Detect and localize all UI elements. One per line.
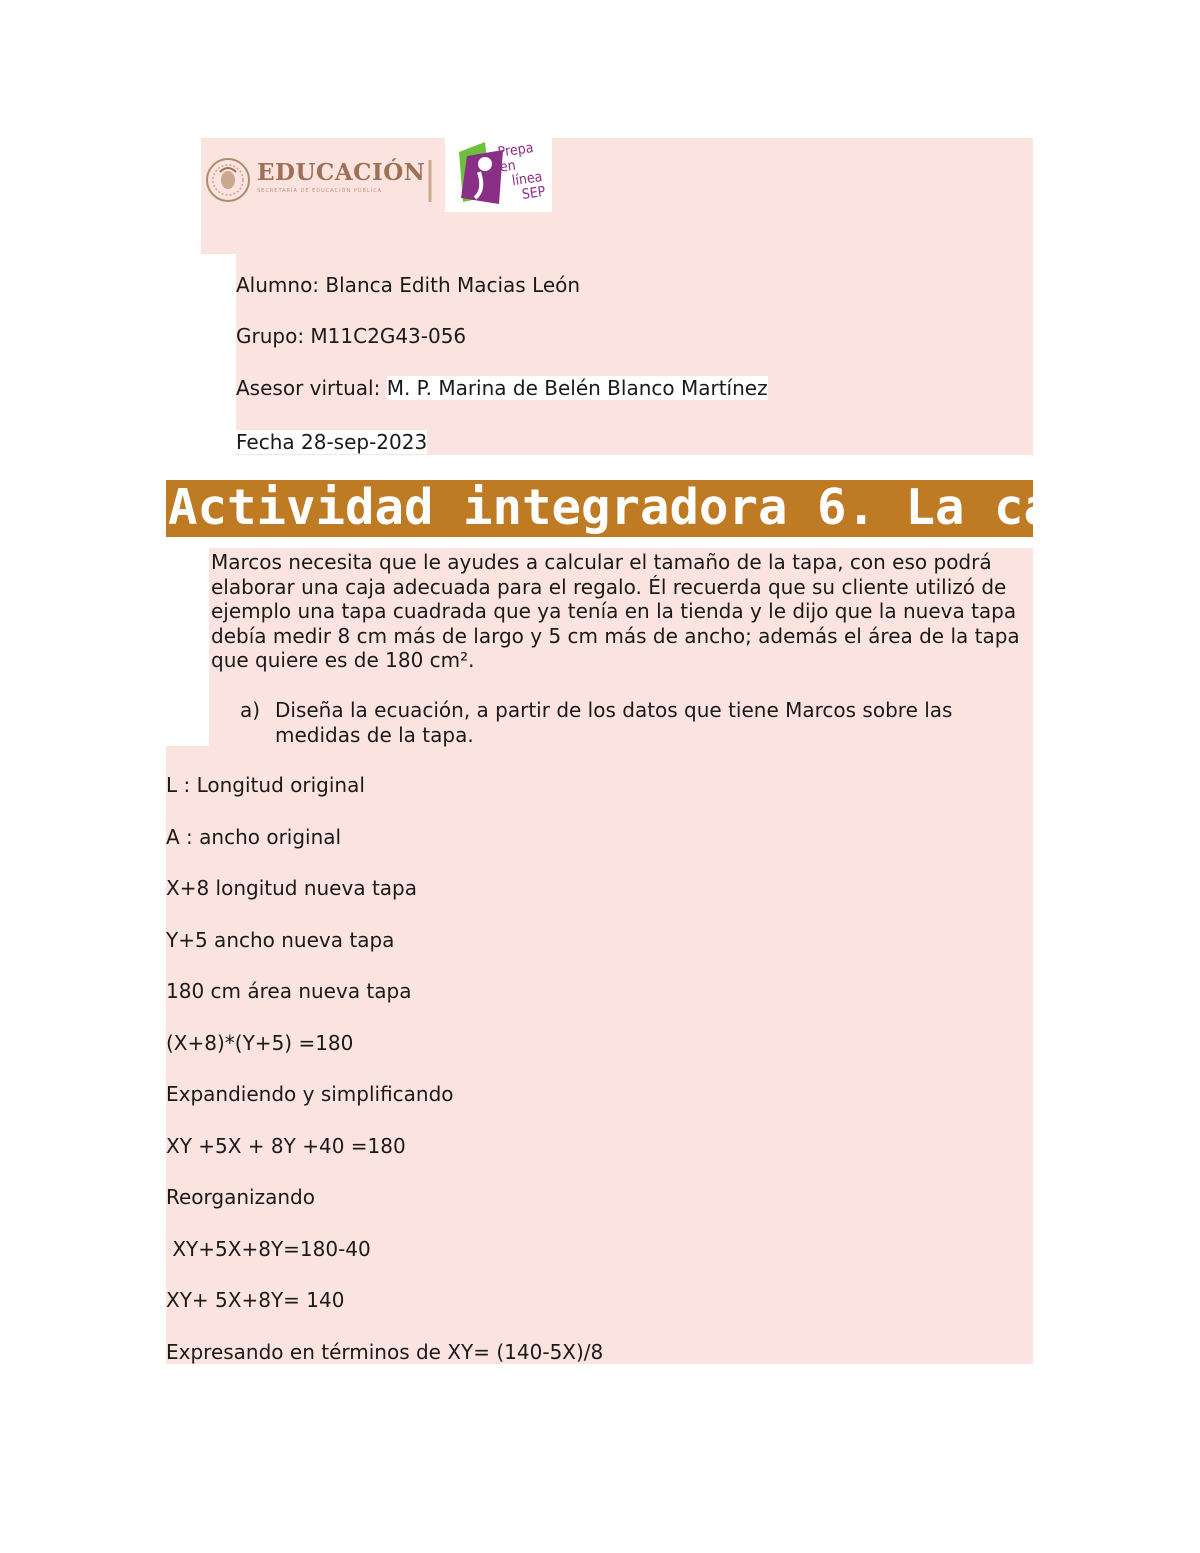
work-line: XY +5X + 8Y +40 =180 [166,1134,406,1158]
work-line: 180 cm área nueva tapa [166,979,412,1003]
work-line: Expresando en términos de XY= (140-5X)/8 [166,1340,604,1364]
work-line: Reorganizando [166,1185,315,1209]
work-line: A : ancho original [166,825,342,849]
student-name: Alumno: Blanca Edith Macias León [236,273,581,297]
question-a-text: Diseña la ecuación, a partir de los datos que tiene Marcos sobre las medidas de la tapa. [275,698,953,747]
logo-educacion [206,150,432,210]
work-line: Expandiendo y simplificando [166,1082,454,1106]
group-code: Grupo: M11C2G43-056 [236,324,467,348]
logo-prepa-en-linea [445,138,552,212]
work-line: XY+5X+8Y=180-40 [166,1237,371,1261]
logo-educacion-subtext: SECRETARÍA DE EDUCACIÓN PÚBLICA [257,188,383,194]
work-line: XY+ 5X+8Y= 140 [166,1288,345,1312]
activity-title: Actividad integradora 6. La caja [168,479,1113,536]
header-margin [201,254,236,464]
logo-educacion-text: EDUCACIÓN [257,159,426,186]
date-line [236,429,427,455]
advisor-line [236,375,768,401]
content-margin [166,548,209,746]
work-line: X+8 longitud nueva tapa [166,876,417,900]
advisor-name: M. P. Marina de Belén Blanco Martínez [386,376,768,400]
activity-title-bar [166,479,1113,537]
work-line: Y+5 ancho nueva tapa [166,928,395,952]
problem-statement: Marcos necesita que le ayudes a calcular el tamaño de la tapa, con eso podrá elaborar una caja adecuada para el regalo. Él recuerda que su cliente utilizó de ejemplo una tapa cuadrada que ya tenía en la tienda y le dijo que la nueva tapa debía medir 8 cm más de largo y 5 cm más de ancho; además el área de la tapa que quiere es de 180 cm². [211,550,1020,672]
date-text: Fecha 28-sep-2023 [236,430,428,454]
logo-prepa-line-2: línea [510,169,544,190]
logo-prepa-line-1: Prepa en [496,140,535,176]
work-line: L : Longitud original [166,773,365,797]
work-line: (X+8)*(Y+5) =180 [166,1031,354,1055]
advisor-label: Asesor virtual: [236,376,387,400]
question-a-letter: a) [240,698,261,722]
logo-prepa-line-3: SEP [520,183,547,203]
